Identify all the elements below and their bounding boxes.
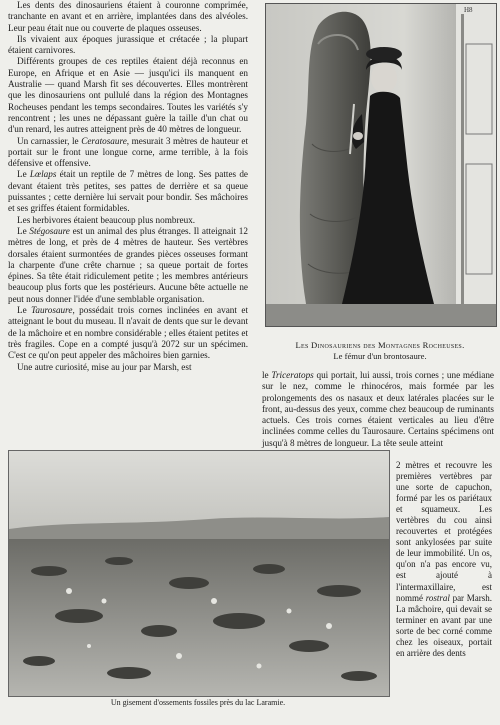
- paragraph: Les herbivores étaient beaucoup plus nombreux.: [17, 214, 196, 225]
- paragraph: Le Taurosaure, possédait trois cornes inclinées en avant et atteignant le bout du museau. Il n'avait de dents que sur le devant de la mâchoire et en nombre considérable ; elles étaient petites et très fragiles. Cope en a compté jusqu'à 2072 sur un spécimen. C'est ce qu'on peut appeler des mâchoires bien garnies.: [8, 305, 248, 361]
- paragraph: Un carnassier, le Ceratosaure, mesurait 3 mètres de hauteur et portait sur le front une longue corne, arme terrible, à la fois défensive et offensive.: [8, 135, 248, 169]
- species-name: Ceratosaure: [81, 135, 127, 146]
- narrow-text-column: [396, 460, 492, 659]
- paragraph: Une autre curiosité, mise au jour par Marsh, est: [17, 361, 192, 372]
- species-name: Stégosaure: [29, 225, 70, 236]
- paragraph: Ils vivaient aux époques jurassique et crétacée ; la plupart étaient carnivores.: [8, 33, 248, 56]
- paragraph: Différents groupes de ces reptiles étaient déjà reconnus en Europe, en Afrique et en Asie — jusqu'ici ils manquent en Australie — quand Marsh fit ses découvertes. Elles montrèrent que les dinosauriens ont pullulé dans la région des Montagnes Rocheuses pendant les temps secondaires. Toutes les variétés s'y rencontrent ; les unes ne dépassant guère la taille d'un chat ou d'un renard, les autres atteignent près de 40 mètres de longueur.: [8, 56, 248, 135]
- paragraph: Les dents des dinosauriens étaient à couronne comprimée, tranchante en avant et en arrière, implantées dans des alvéoles. Leur peau était nue ou couverte de plaques osseuses.: [8, 0, 248, 33]
- fossil-bed-illustration: [9, 451, 389, 696]
- left-text-column: [8, 0, 248, 373]
- paragraph: Le Lœlaps était un reptile de 7 mètres de long. Ses pattes de devant étaient très petites, ses pattes de derrière et sa queue puissantes ; cette dernière lui servait pour bondir. Ses mâchoires et ses griffes étaient formidables.: [8, 169, 248, 214]
- top-photo-caption: [262, 340, 498, 362]
- caption-title: Les Dinosauriens des Montagnes Rocheuses.: [295, 340, 465, 350]
- paragraph: le Triceratops qui portait, lui aussi, trois cornes ; une médiane sur le nez, comme le rhinocéros, mais formée par les prolongements des os nasaux et deux latérales placées sur le front, au-dessus des yeux, comme chez beaucoup de ruminants actuels. Ces trois cornes étaient verticales au lieu d'être inclinées comme celles du Taurosaure. Certains spécimens ont jusqu'à 8 mètres de longueur. La tête seule atteint: [262, 370, 494, 448]
- species-name: Lœlaps: [29, 169, 57, 180]
- paragraph: Le Stégosaure est un animal des plus étranges. Il atteignait 12 mètres de long, et près de 4 mètres de hauteur. Ses vertèbres dorsales étaient surmontées de grandes pièces osseuses formant la charpente d'une crête charnue ; sa queue portait de fortes épines. Sa tête était ridiculement petite ; les membres antérieurs beaucoup plus forts que les postérieurs. Aucune bête actuelle ne peut nous donner l'idée d'une semblable organisation.: [8, 225, 248, 304]
- femur-photo-illustration: [266, 4, 496, 326]
- bottom-photo-caption: Un gisement d'ossements fossiles près du lac Laramie.: [110, 698, 286, 707]
- species-name: Taurosaure: [31, 305, 73, 316]
- paragraph: 2 mètres et recouvre les premières vertèbres par une sorte de capuchon, formé par les os pariétaux et squameux. Les vertèbres du cou ainsi recouvertes et protégées sont ankylosées par suite de leur immobilité. Un os, qu'on n'a pas encore vu, est ajouté à l'intermaxillaire, est nommé rostral par Marsh. La mâchoire, qui devait se terminer en avant par une sorte de bec corné comme chez les oiseaux, portait en arrière des dents: [396, 460, 492, 658]
- term-name: rostral: [425, 592, 450, 603]
- caption-subtitle: Le fémur d'un brontosaure.: [333, 351, 427, 361]
- page-marker: H8: [464, 6, 473, 14]
- fossil-bed-photo: [8, 450, 390, 697]
- femur-photo: [265, 3, 497, 327]
- species-name: Triceratops: [271, 370, 314, 380]
- middle-text-column: [262, 370, 494, 449]
